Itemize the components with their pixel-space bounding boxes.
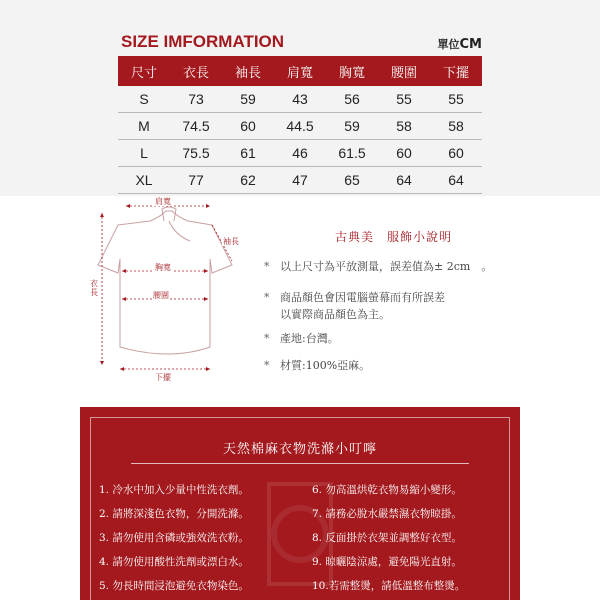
table-cell: 60 bbox=[430, 140, 482, 167]
table-cell: 46 bbox=[274, 140, 326, 167]
table-cell: 60 bbox=[378, 140, 430, 167]
unit-label bbox=[438, 36, 482, 52]
care-divider bbox=[131, 463, 469, 464]
table-row bbox=[118, 140, 482, 167]
washing-care-panel bbox=[80, 407, 520, 600]
care-item: 1. 冷水中加入少量中性洗衣劑。 bbox=[99, 484, 249, 496]
label-length: 衣長 bbox=[90, 279, 98, 297]
asterisk-icon: * bbox=[264, 332, 270, 345]
size-info-title: SIZE IMFORMATION bbox=[121, 32, 285, 51]
care-item: 7. 請務必脫水嚴禁濕衣物晾掛。 bbox=[312, 508, 462, 520]
care-item: 4. 請勿使用酸性洗劑或漂白水。 bbox=[99, 556, 249, 568]
care-item: 2. 請將深淺色衣物，分開洗滌。 bbox=[99, 508, 249, 520]
table-cell: 61.5 bbox=[326, 140, 378, 167]
note-item bbox=[264, 289, 584, 323]
asterisk-icon: * bbox=[264, 291, 270, 304]
table-cell: 58 bbox=[430, 113, 482, 140]
table-cell: 59 bbox=[222, 86, 274, 113]
table-cell: 77 bbox=[170, 167, 222, 194]
care-item: 8. 反面掛於衣架並調整好衣型。 bbox=[312, 532, 462, 544]
table-cell: 61 bbox=[222, 140, 274, 167]
note-item bbox=[264, 330, 584, 347]
table-cell: 64 bbox=[430, 167, 482, 194]
care-title: 天然棉麻衣物洗滌小叮嚀 bbox=[222, 442, 377, 457]
header-length: 衣長 bbox=[170, 56, 222, 86]
size-table-header-row bbox=[118, 56, 482, 86]
unit-prefix: 單位 bbox=[437, 38, 460, 51]
care-list-left bbox=[99, 478, 309, 598]
note-text: 以上尺寸為平放測量，誤差值為± 2cm 。 bbox=[280, 260, 493, 273]
table-cell: 47 bbox=[274, 167, 326, 194]
header-waist: 腰圍 bbox=[378, 56, 430, 86]
table-cell: 59 bbox=[326, 113, 378, 140]
dress-outline-icon bbox=[80, 195, 260, 390]
note-item bbox=[264, 258, 584, 275]
table-cell: 65 bbox=[326, 167, 378, 194]
note-text: 材質:100%亞麻。 bbox=[280, 359, 371, 372]
table-cell: 62 bbox=[222, 167, 274, 194]
table-row bbox=[118, 167, 482, 194]
table-cell: XL bbox=[118, 167, 170, 194]
table-row bbox=[118, 86, 482, 113]
table-cell: 64 bbox=[378, 167, 430, 194]
care-list-right bbox=[312, 478, 522, 598]
table-cell: 55 bbox=[378, 86, 430, 113]
table-cell: 75.5 bbox=[170, 140, 222, 167]
table-cell: 74.5 bbox=[170, 113, 222, 140]
product-notes-title: 古典美 服飾小說明 bbox=[335, 230, 453, 244]
unit-value: CM bbox=[459, 37, 482, 52]
asterisk-icon: * bbox=[264, 260, 270, 273]
table-cell: 73 bbox=[170, 86, 222, 113]
asterisk-icon: * bbox=[264, 359, 270, 372]
table-cell: 56 bbox=[326, 86, 378, 113]
note-text-continued: 以實際商品顏色為主。 bbox=[280, 308, 390, 321]
note-item bbox=[264, 357, 584, 374]
care-item: 10.若需整燙，請低溫整布整燙。 bbox=[312, 580, 466, 592]
table-cell: 60 bbox=[222, 113, 274, 140]
label-sleeve: 袖長 bbox=[223, 237, 239, 246]
care-item: 9. 晾曬陰涼處，避免陽光直射。 bbox=[312, 556, 462, 568]
note-text: 產地:台灣。 bbox=[280, 332, 339, 345]
table-cell: L bbox=[118, 140, 170, 167]
care-frame bbox=[90, 417, 510, 601]
header-hem: 下擺 bbox=[430, 56, 482, 86]
care-item: 5. 勿長時間浸泡避免衣物染色。 bbox=[99, 580, 249, 592]
care-item: 6. 勿高溫烘乾衣物易縮小變形。 bbox=[312, 484, 462, 496]
header-chest: 胸寬 bbox=[326, 56, 378, 86]
header-sleeve: 袖長 bbox=[222, 56, 274, 86]
label-hem: 下擺 bbox=[155, 373, 171, 382]
label-waist: 腰圍 bbox=[153, 291, 169, 300]
care-item: 3. 請勿使用含磷或強效洗衣粉。 bbox=[99, 532, 249, 544]
label-chest: 胸寬 bbox=[155, 263, 171, 272]
note-text: 商品顏色會因電腦螢幕而有所誤差 bbox=[280, 291, 445, 304]
table-cell: S bbox=[118, 86, 170, 113]
table-cell: 43 bbox=[274, 86, 326, 113]
table-cell: 44.5 bbox=[274, 113, 326, 140]
table-cell: 55 bbox=[430, 86, 482, 113]
table-row bbox=[118, 113, 482, 140]
label-shoulder: 肩寬 bbox=[155, 197, 171, 206]
table-cell: M bbox=[118, 113, 170, 140]
size-table bbox=[118, 56, 482, 194]
garment-diagram bbox=[80, 195, 260, 390]
header-shoulder: 肩寬 bbox=[274, 56, 326, 86]
table-cell: 58 bbox=[378, 113, 430, 140]
header-size: 尺寸 bbox=[118, 56, 170, 86]
